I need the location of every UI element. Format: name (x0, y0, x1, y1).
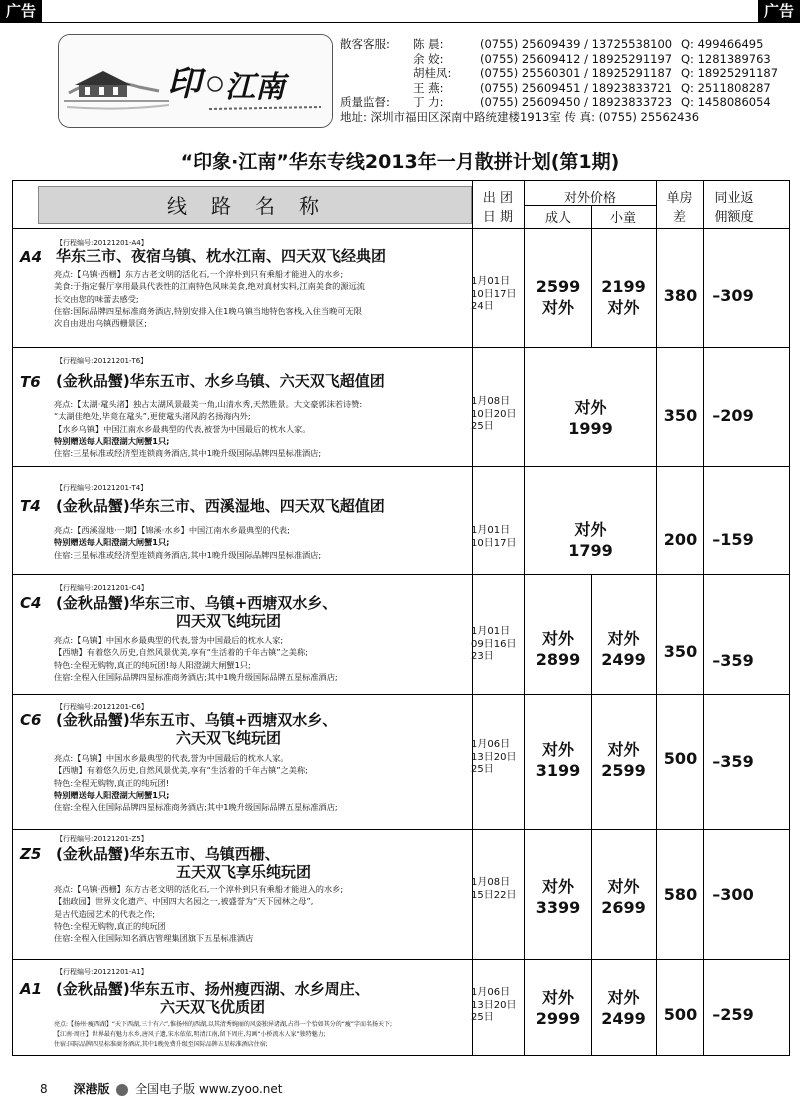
contact-role: 质量监督: (340, 95, 390, 110)
route-title: (金秋品蟹)华东三市、西溪湿地、四天双飞超值团 (56, 497, 385, 515)
route-code-no: 【行程编号:20121201-A4】 (56, 239, 148, 247)
single-supplement: 380 (663, 286, 698, 305)
detail-line: 【江南·周庄】世界最有魅力水乡,唐风子遗,宋水依依,明清江南,留下周庄,勾画“小桥流水人家”独特魅力; (54, 1031, 326, 1038)
date-line: 13日20日 (471, 999, 517, 1011)
route-title: (金秋品蟹)华东五市、乌镇+西塘双水乡、 (56, 711, 338, 729)
header-rebate-1: 同业返 (714, 191, 754, 206)
route-details (54, 634, 338, 683)
address-text: 地址: 深圳市福田区深南中路统建楼1913室 传 真: (0755) 25562436 (340, 109, 700, 124)
route-tag: Z5 (20, 845, 42, 863)
date-line: 15日22日 (471, 889, 517, 901)
agent-rebate: –259 (712, 1005, 754, 1024)
price-line: 对外 (607, 629, 640, 648)
price-line: 对外 (607, 877, 640, 896)
date-line: 1月08日 (471, 396, 511, 407)
grid-line (12, 694, 790, 695)
single-supplement: 200 (663, 530, 698, 549)
adult-price (525, 276, 591, 318)
date-line: 1月08日 (471, 877, 511, 888)
route-code-no: 【行程编号:20121201-T4】 (56, 484, 148, 492)
price-line: 2499 (601, 1009, 646, 1028)
page-number: 8 (40, 1082, 48, 1096)
detail-line: 亮点:【扬州·瘦西湖】“天下西湖,三十有六”,惟扬州的西湖,以其清秀婉丽的风姿独异诸湖,占得一个恰如其分的“瘦”字而名扬天下; (54, 1021, 393, 1028)
route-tag: C4 (20, 594, 42, 612)
contact-role: 散客客服: (340, 37, 390, 51)
price-line: 2599 (601, 761, 646, 780)
date-line: 13日20日 (471, 751, 517, 763)
detail-line: 亮点:【乌镇·西栅】东方古老文明的活化石,一个淳朴到只有乘船才能进入的水乡; (54, 884, 344, 894)
agent-rebate: –359 (712, 651, 754, 670)
date-line: 10日17日 (471, 288, 517, 300)
child-price (591, 628, 656, 670)
date-line: 23日 (471, 651, 494, 662)
single-supplement: 350 (663, 642, 698, 661)
contact-name: 陈 晨: (413, 37, 444, 51)
route-details (54, 1020, 392, 1050)
detail-line: 特色:全程无购物,真正的纯玩团! (54, 777, 170, 788)
detail-line: 长交由您的味蕾去感受; (54, 293, 139, 304)
agent-rebate: –209 (712, 406, 754, 425)
route-details (54, 883, 343, 944)
route-code-no: 【行程编号:20121201-Z5】 (56, 835, 148, 843)
header-child: 小童 (609, 211, 636, 226)
detail-line: 次自由进出乌镇西栅景区; (54, 318, 147, 329)
detail-line: 【西塘】有着悠久历史,自然风景优美,享有“生活着的千年古镇”之美称; (54, 647, 308, 658)
website-link[interactable]: 全国电子版 www.zyoo.net (135, 1082, 283, 1096)
detail-line: 特别赠送每人阳澄湖大闸蟹1只; (54, 789, 170, 800)
depart-dates (471, 626, 516, 664)
date-line: 10日20日 (471, 408, 517, 420)
agent-rebate: –159 (712, 530, 754, 549)
price-line: 对外 (541, 988, 574, 1007)
edition-label: 深港版 (73, 1082, 110, 1096)
detail-line: 特色:全程无购物,真正的纯玩团!每人阳澄湖大闸蟹1只; (54, 659, 251, 670)
grid-line (12, 574, 790, 575)
agent-rebate: –359 (712, 752, 754, 771)
detail-line: 亮点:【乌镇·西栅】东方古老文明的活化石,一个淳朴到只有乘船才能进入的水乡; (54, 269, 344, 279)
single-supplement: 350 (663, 406, 698, 425)
price-line: 对外 (607, 740, 640, 759)
date-line: 09日16日 (471, 638, 517, 650)
plan-title: “印象·江南”华东专线2013年一月散拼计划(第1期) (180, 151, 620, 173)
price-line: 对外 (607, 298, 640, 317)
contact-qq: Q: 18925291187 (681, 66, 779, 81)
date-line: 1月06日 (471, 987, 511, 998)
price-line: 2499 (601, 650, 646, 669)
depart-dates (471, 276, 516, 314)
contact-phone: (0755) 25609450 / 18923833723 (480, 95, 673, 110)
contact-name: 余 姣: (413, 51, 444, 66)
grid-line (12, 228, 790, 229)
route-details (54, 524, 321, 561)
price-line: 对外 (607, 988, 640, 1007)
route-tag: A1 (20, 980, 43, 998)
adult-price (525, 628, 591, 670)
header-route-name: 线路名称 (38, 186, 472, 224)
route-details (54, 752, 338, 813)
price-line: 3399 (535, 898, 581, 917)
svg-text:江南: 江南 (225, 70, 285, 105)
route-title: (金秋品蟹)华东三市、乌镇+西塘双水乡、 (56, 594, 338, 612)
route-title: (金秋品蟹)华东五市、乌镇西栅、 (56, 845, 280, 863)
date-line: 10日17日 (471, 537, 517, 549)
grid-line (12, 829, 790, 830)
detail-line: 住宿:全程入住国际品牌四星标准商务酒店;其中1晚升级国际品牌五星标准酒店; (54, 671, 338, 682)
agent-rebate: –309 (712, 286, 754, 305)
contact-phone: (0755) 25560301 / 18925291187 (480, 66, 673, 81)
price-line: 对外 (541, 629, 574, 648)
depart-dates (471, 987, 516, 1025)
detail-line: 特别赠送每人阳澄湖大闸蟹1只; (54, 435, 170, 446)
brand-logo (58, 34, 333, 128)
route-code-no: 【行程编号:20121201-C6】 (56, 703, 148, 711)
detail-line: 住宿:三星标准或经济型连锁商务酒店,其中1晚升级国际品牌四星标准酒店; (54, 448, 322, 459)
ad-label-left: 广告 (0, 0, 42, 22)
detail-line: 美食:于指定餐厅享用最具代表性的江南特色风味美食,绝对真材实料,江南美食的源远流 (54, 281, 365, 292)
contact-qq: Q: 499466495 (681, 37, 764, 51)
top-rule (0, 22, 800, 23)
child-price (591, 876, 656, 918)
grid-line (591, 205, 592, 228)
page-footer (12, 1080, 283, 1097)
contact-phone: (0755) 25609412 / 18925291197 (480, 51, 673, 66)
combined-price (525, 519, 656, 561)
header-adult: 成人 (544, 211, 571, 226)
route-details (54, 268, 365, 329)
route-code-no: 【行程编号:20121201-T6】 (56, 357, 148, 365)
detail-line: 亮点:【太湖·鼋头渚】独占太湖风景最美一角,山清水秀,天然胜景。大文豪郭沫若诗赞: (54, 399, 363, 409)
price-line: 1799 (568, 541, 613, 560)
detail-line: 住宿:三星标准或经济型连锁商务酒店,其中1晚升级国际品牌四星标准酒店; (54, 549, 322, 560)
detail-line: 【拙政园】世界文化遗产、中国四大名园之一,被盛誉为“天下园林之母”, (54, 896, 314, 907)
contact-phone: (0755) 25609439 / 13725538100 (480, 37, 673, 51)
contact-qq: Q: 1281389763 (681, 51, 771, 66)
route-title: (金秋品蟹)华东五市、水乡乌镇、六天双飞超值团 (56, 372, 385, 390)
adult-price (525, 876, 591, 918)
price-line: 2599 (535, 277, 581, 296)
child-price (591, 987, 656, 1029)
detail-line: 住宿:国际品牌四星标准商务酒店,其中1晚免费升级至国际品牌五星标准酒店住宿; (54, 1041, 268, 1048)
ad-label-right: 广告 (758, 0, 800, 22)
contact-qq: Q: 2511808287 (681, 80, 771, 95)
single-supplement: 580 (663, 885, 698, 904)
header-rebate-2: 佣额度 (714, 210, 754, 225)
adult-price (525, 739, 591, 781)
contact-phone: (0755) 25609451 / 18923833721 (480, 80, 673, 95)
date-line: 1月01日 (471, 525, 511, 536)
route-code-no: 【行程编号:20121201-C4】 (56, 584, 148, 592)
date-line: 1月06日 (471, 739, 511, 750)
detail-line: 住宿:全程入住国际品牌四星标准商务酒店;其中1晚升级国际品牌五星标准酒店; (54, 802, 338, 813)
route-tag: T4 (20, 497, 41, 515)
date-line: 1月01日 (471, 276, 511, 287)
grid-line (703, 180, 704, 1056)
child-price (591, 276, 656, 318)
date-line: 25日 (471, 1012, 494, 1023)
header-single-2: 差 (672, 210, 686, 225)
depart-dates (471, 396, 516, 434)
header-depart-2: 日 期 (482, 210, 514, 225)
date-line: 25日 (471, 764, 494, 775)
detail-line: 亮点:【乌镇】中国水乡最典型的代表,誉为中国最后的枕水人家; (54, 635, 284, 645)
depart-dates (471, 877, 516, 902)
route-title-cont: 六天双飞纯玩团 (176, 729, 282, 747)
detail-line: 特别赠送每人阳澄湖大闸蟹1只; (54, 537, 170, 548)
price-line: 2699 (601, 898, 646, 917)
detail-line: 亮点:【乌镇】中国水乡最典型的代表,誉为中国最后的枕水人家。 (54, 753, 289, 763)
route-title-cont: 四天双飞纯玩团 (176, 612, 282, 630)
price-line: 对外 (574, 520, 607, 539)
route-tag: C6 (20, 711, 42, 729)
detail-line: 是古代造园艺术的代表之作; (54, 908, 156, 919)
grid-line (12, 959, 790, 960)
price-line: 对外 (541, 740, 574, 759)
depart-dates (471, 525, 516, 550)
price-line: 对外 (541, 877, 574, 896)
grid-line (12, 466, 790, 467)
contact-name: 丁 力: (413, 95, 444, 110)
price-line: 对外 (574, 398, 607, 417)
single-supplement: 500 (663, 749, 698, 768)
adult-price (525, 987, 591, 1029)
date-line: 1月01日 (471, 626, 511, 637)
header-single-1: 单房 (666, 191, 693, 206)
detail-line: 【西塘】有着悠久历史,自然风景优美,享有“生活着的千年古镇”之美称; (54, 765, 308, 776)
edition-badge-icon (116, 1084, 128, 1096)
header-depart-1: 出 团 (482, 191, 514, 206)
price-line: 对外 (541, 298, 574, 317)
route-tag: T6 (20, 373, 41, 391)
price-line: 1999 (568, 419, 613, 438)
price-line: 2199 (601, 277, 646, 296)
route-details (54, 398, 362, 459)
contact-qq: Q: 1458086054 (681, 95, 771, 110)
contact-name: 王 燕: (413, 80, 444, 95)
svg-text:印: 印 (167, 64, 201, 104)
route-tag: A4 (20, 248, 43, 266)
detail-line: 住宿:全程入住国际知名酒店管理集团旗下五星标准酒店 (54, 933, 254, 944)
detail-line: 特色:全程无购物,真正的纯玩团 (54, 920, 166, 931)
child-price (591, 739, 656, 781)
price-line: 2999 (535, 1009, 581, 1028)
contact-name: 胡桂凤: (413, 66, 452, 81)
header-price: 对外价格 (563, 191, 616, 206)
single-supplement: 500 (663, 1005, 698, 1024)
route-title: 华东三市、夜宿乌镇、枕水江南、四天双飞经典团 (56, 247, 387, 265)
route-code-no: 【行程编号:20121201-A1】 (56, 968, 148, 976)
grid-line (12, 347, 790, 348)
route-title-cont: 六天双飞优质团 (160, 998, 266, 1016)
date-line: 25日 (471, 421, 494, 432)
route-title-cont: 五天双飞享乐纯玩团 (176, 863, 312, 881)
depart-dates (471, 739, 516, 777)
brand-logo-art (59, 35, 333, 128)
agent-rebate: –300 (712, 885, 754, 904)
price-line: 3199 (535, 761, 581, 780)
detail-line: “太湖佳绝处,毕竟在鼋头”,更使鼋头渚风韵名扬海内外; (54, 411, 251, 422)
grid-line (656, 180, 657, 1056)
date-line: 24日 (471, 301, 494, 312)
detail-line: 住宿:国际品牌四星标准商务酒店,特别安排入住1晚乌镇当地特色客栈,入住当晚可无限 (54, 305, 362, 316)
detail-line: 【水乡乌镇】中国江南水乡最典型的代表,被誉为中国最后的枕水人家。 (54, 423, 311, 434)
detail-line: 亮点:【西溪湿地·一期】【锦溪·水乡】中国江南水乡最典型的代表; (54, 525, 290, 535)
combined-price (525, 397, 656, 439)
route-title: (金秋品蟹)华东五市、扬州瘦西湖、水乡周庄、 (56, 980, 370, 998)
price-line: 2899 (535, 650, 581, 669)
